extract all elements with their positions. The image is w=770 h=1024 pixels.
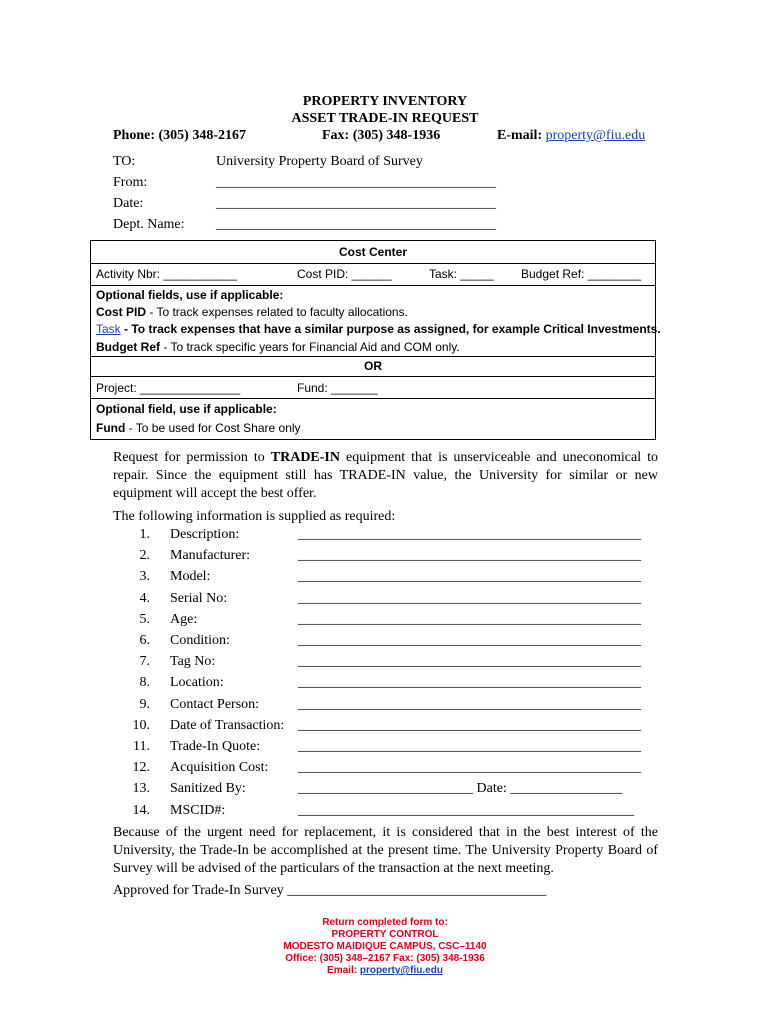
footer-office-name: PROPERTY CONTROL [331, 929, 439, 940]
project-field[interactable]: Project: _______________ [96, 381, 241, 395]
item-label: Tag No: [170, 654, 216, 669]
optional-field-heading: Optional field, use if applicable: [96, 402, 277, 416]
divider [90, 356, 656, 357]
item-input-line[interactable]: _________________________________________________ [298, 675, 641, 690]
item-label: Sanitized By: [170, 781, 246, 796]
item-label: Acquisition Cost: [170, 760, 269, 775]
item-input-line[interactable]: _________________________________________________ [298, 591, 641, 606]
item-number: 14. [132, 803, 150, 818]
cost-center-title: Cost Center [338, 245, 407, 259]
item-input-line[interactable]: _________________________________________________ [298, 612, 641, 627]
cost-pid-note [96, 305, 408, 319]
divider [90, 263, 656, 264]
item-label: Date of Transaction: [170, 718, 285, 733]
info-intro: The following information is supplied as required: [113, 509, 396, 524]
budget-note [96, 340, 460, 354]
item-label: Manufacturer: [170, 548, 251, 563]
footer-campus: MODESTO MAIDIQUE CAMPUS, CSC–1140 [283, 941, 487, 952]
or-label: OR [364, 359, 382, 373]
item-number: 1. [139, 527, 150, 542]
item-input-line[interactable]: _________________________________________________ [298, 718, 641, 733]
task-desc: - To track expenses that have a similar purpose as assigned, for example Critical Investments. [120, 322, 661, 336]
dept-field[interactable]: ________________________________________ [216, 217, 496, 232]
date-label: Date: [113, 196, 144, 211]
optional-heading: Optional fields, use if applicable: [96, 288, 284, 302]
item-label: Age: [170, 612, 198, 627]
closing-paragraph: Because of the urgent need for replacement, it is considered that in the best interest of the University, the Trade-In be accomplished at the present time. The University Property Board of Survey will be advised of the particulars of the transaction at the next meeting. [113, 825, 658, 876]
item-label: MSCID#: [170, 803, 226, 818]
email-line [497, 128, 645, 144]
item-number: 10. [132, 718, 150, 733]
cost-pid-field[interactable]: Cost PID: ______ [297, 267, 392, 281]
item-label: Location: [170, 675, 224, 690]
divider [90, 398, 656, 399]
cost-pid-term: Cost PID [96, 305, 147, 319]
footer-phone-fax: Office: (305) 348–2167 Fax: (305) 348-1936 [285, 953, 485, 964]
budget-ref-field[interactable]: Budget Ref: ________ [521, 267, 642, 281]
divider [90, 376, 656, 377]
fund-desc: - To be used for Cost Share only [125, 421, 301, 435]
item-label: Contact Person: [170, 697, 260, 712]
item-input-line[interactable]: _________________________________________________ [298, 548, 641, 563]
item-input-line[interactable]: _________________________________________________ [298, 739, 641, 754]
request-pre: Request for permission to [113, 450, 271, 465]
to-value: University Property Board of Survey [216, 154, 423, 169]
fund-note [96, 421, 301, 435]
item-input-line[interactable]: _________________________________________________ [298, 569, 641, 584]
form-subtitle: ASSET TRADE-IN REQUEST [291, 111, 479, 126]
item-number: 2. [139, 548, 150, 563]
item-number: 5. [139, 612, 150, 627]
from-label: From: [113, 175, 148, 190]
request-post: equipment that is unserviceable and uneconomical to repair. Since the equipment still has TRADE-IN value, the University for similar or new equipment will accept the best offer. [113, 450, 659, 501]
item-number: 13. [132, 781, 150, 796]
date-field[interactable]: ________________________________________ [216, 196, 496, 211]
to-label: TO: [113, 154, 136, 169]
item-label: Serial No: [170, 591, 228, 606]
item-number: 11. [133, 739, 150, 754]
item-input-line[interactable]: _________________________________________________ [298, 697, 641, 712]
cost-pid-desc: - To track expenses related to faculty allocations. [146, 305, 408, 319]
fax-number: Fax: (305) 348-1936 [322, 128, 441, 143]
item-number: 8. [139, 675, 150, 690]
item-label: Model: [170, 569, 211, 584]
item-label: Condition: [170, 633, 230, 648]
item-input-line[interactable]: _________________________________________________ [298, 633, 641, 648]
divider [90, 285, 656, 286]
fund-field[interactable]: Fund: _______ [297, 381, 378, 395]
item-input-line[interactable]: _________________________ Date: ________________ [298, 781, 623, 796]
item-input-line[interactable]: _________________________________________________ [298, 760, 641, 775]
item-number: 6. [139, 633, 150, 648]
footer-email-link[interactable]: property@fiu.edu [359, 965, 443, 976]
approved-line[interactable]: Approved for Trade-In Survey _____________________________________ [113, 883, 547, 898]
item-input-line[interactable]: _________________________________________________ [298, 654, 641, 669]
email-label: E-mail: [497, 128, 543, 143]
task-link[interactable]: Task [96, 322, 121, 336]
task-note [96, 322, 661, 336]
dept-label: Dept. Name: [113, 217, 185, 232]
item-label: Trade-In Quote: [170, 739, 261, 754]
item-number: 9. [139, 697, 150, 712]
budget-desc: - To track specific years for Financial Aid and COM only. [160, 340, 460, 354]
task-field[interactable]: Task: _____ [429, 267, 494, 281]
email-link[interactable]: property@fiu.edu [545, 128, 646, 143]
item-number: 3. [139, 569, 150, 584]
activity-field[interactable]: Activity Nbr: ___________ [96, 267, 237, 281]
form-title: PROPERTY INVENTORY [302, 94, 468, 109]
item-label: Description: [170, 527, 240, 542]
footer-return: Return completed form to: [322, 917, 448, 928]
budget-term: Budget Ref [96, 340, 160, 354]
item-number: 12. [132, 760, 150, 775]
request-bold: TRADE-IN [270, 450, 340, 465]
footer-email-label: Email: [327, 965, 360, 976]
footer-email [0, 965, 770, 976]
from-field[interactable]: ________________________________________ [216, 175, 496, 190]
phone-number: Phone: (305) 348-2167 [113, 128, 246, 143]
item-number: 7. [139, 654, 150, 669]
item-input-line[interactable]: _________________________________________________ [298, 527, 641, 542]
item-number: 4. [139, 591, 150, 606]
fund-term: Fund [96, 421, 126, 435]
request-paragraph [113, 449, 658, 503]
item-input-line[interactable]: ________________________________________________ [298, 803, 634, 818]
